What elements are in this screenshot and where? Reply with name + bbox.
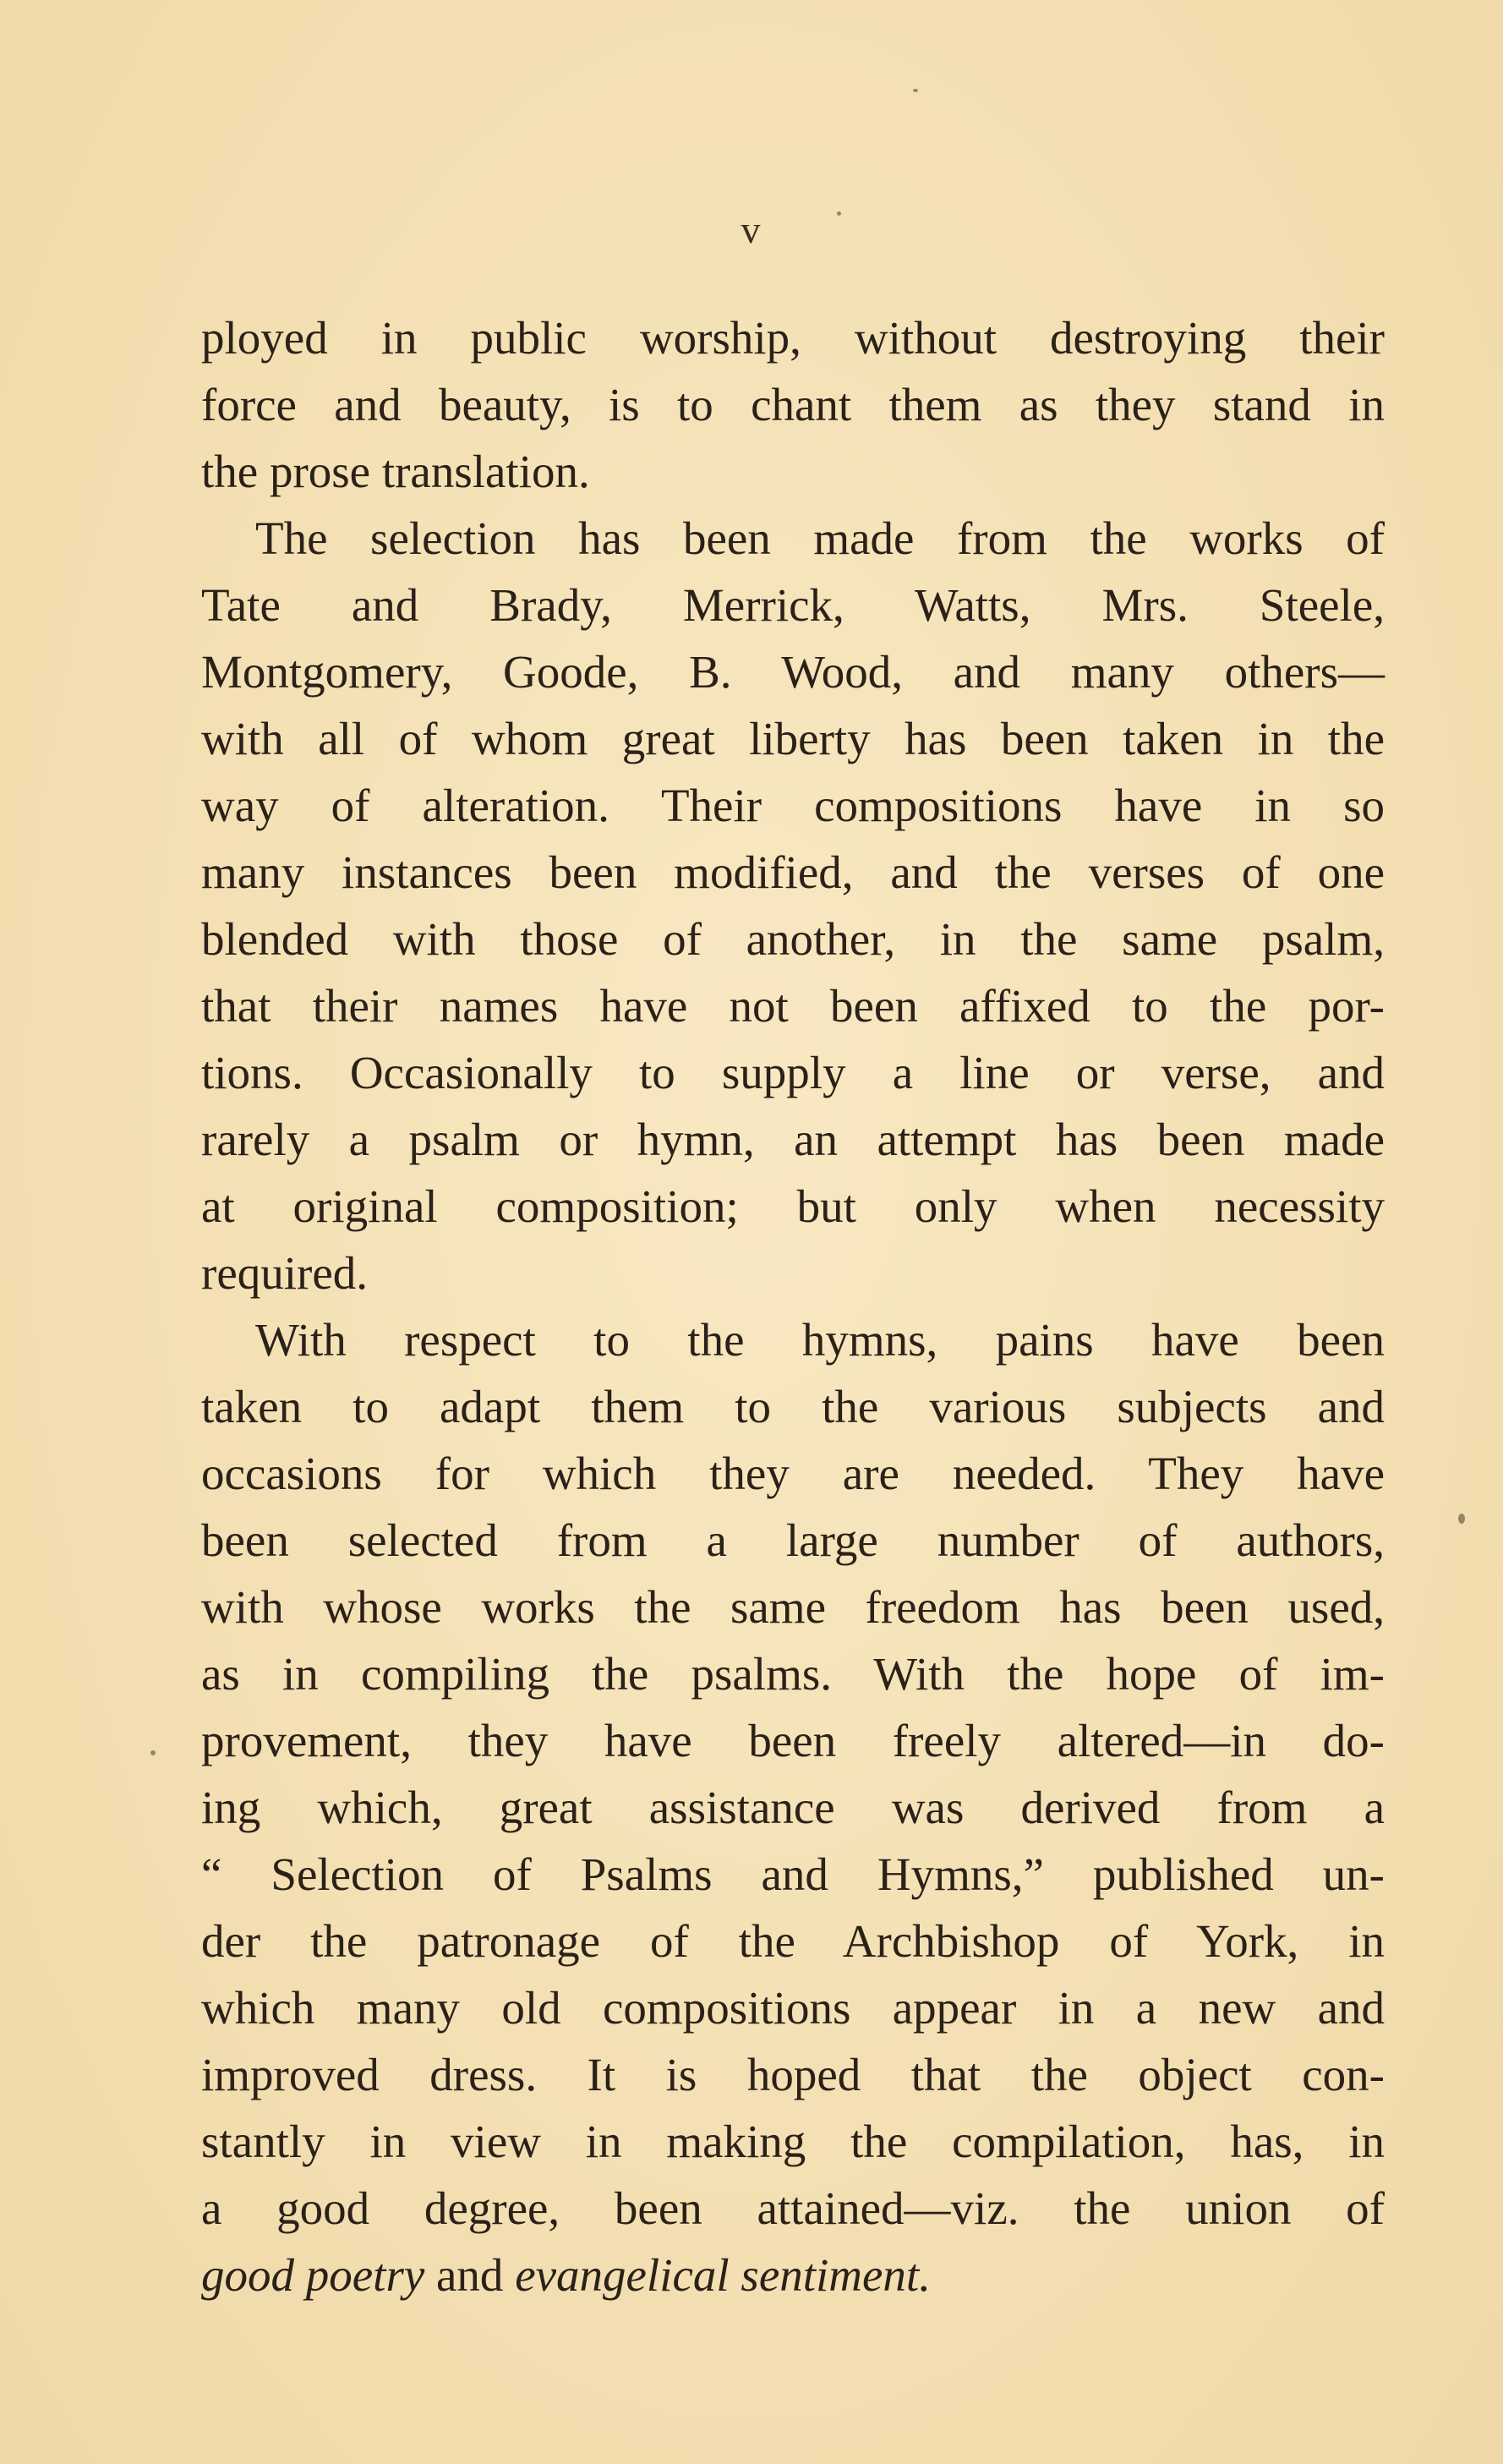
text-line: as in compiling the psalms. With the hope of im-: [201, 1648, 1385, 1700]
text-line: stantly in view in making the compilation, has, in: [201, 2116, 1385, 2167]
paper-speck: [837, 211, 841, 216]
text-line: force and beauty, is to chant them as they stand in: [201, 379, 1385, 430]
text-line: that their names have not been affixed to the por-: [201, 980, 1385, 1032]
page-number: v: [741, 208, 762, 251]
text-line: ployed in public worship, without destroying their: [201, 312, 1385, 364]
text-line: the prose translation.: [201, 446, 590, 497]
body-text: [201, 304, 1385, 2308]
text-line: blended with those of another, in the same psalm,: [201, 913, 1385, 965]
text-line: Montgomery, Goode, B. Wood, and many others—: [201, 646, 1385, 698]
connector-text: and: [424, 2249, 516, 2301]
text-line: The selection has been made from the works of: [255, 512, 1385, 564]
text-line: rarely a psalm or hymn, an attempt has been made: [201, 1114, 1385, 1165]
text-line: with whose works the same freedom has been used,: [201, 1581, 1385, 1633]
text-line: occasions for which they are needed. They have: [201, 1448, 1385, 1499]
paper-speck: [913, 89, 918, 92]
text-line: at original composition; but only when necessity: [201, 1180, 1385, 1232]
text-line: been selected from a large number of authors,: [201, 1514, 1385, 1566]
text-line: taken to adapt them to the various subjects and: [201, 1381, 1385, 1432]
text-line: required.: [201, 1247, 368, 1299]
paper-speck: [1458, 1514, 1465, 1524]
text-line: Tate and Brady, Merrick, Watts, Mrs. Steele,: [201, 579, 1385, 631]
text-line: improved dress. It is hoped that the object con-: [201, 2049, 1385, 2100]
italic-phrase: evangelical sentiment.: [515, 2249, 931, 2301]
text-line: with all of whom great liberty has been taken in the: [201, 713, 1385, 764]
text-line: tions. Occasionally to supply a line or verse, and: [201, 1047, 1385, 1098]
text-line: der the patronage of the Archbishop of York, in: [201, 1915, 1385, 1967]
text-line: provement, they have been freely altered—in do-: [201, 1715, 1385, 1766]
paper-speck: [150, 1750, 156, 1755]
text-line: “ Selection of Psalms and Hymns,” published un-: [201, 1848, 1385, 1900]
text-line: With respect to the hymns, pains have been: [255, 1314, 1385, 1366]
text-line: which many old compositions appear in a new and: [201, 1982, 1385, 2034]
italic-phrase: good poetry: [201, 2249, 425, 2301]
text-line: way of alteration. Their compositions have in so: [201, 780, 1385, 831]
text-line: many instances been modified, and the verses of one: [201, 846, 1385, 898]
text-line: ing which, great assistance was derived from a: [201, 1782, 1385, 1833]
text-line: a good degree, been attained—viz. the union of: [201, 2182, 1385, 2234]
final-line: [201, 2242, 1385, 2308]
